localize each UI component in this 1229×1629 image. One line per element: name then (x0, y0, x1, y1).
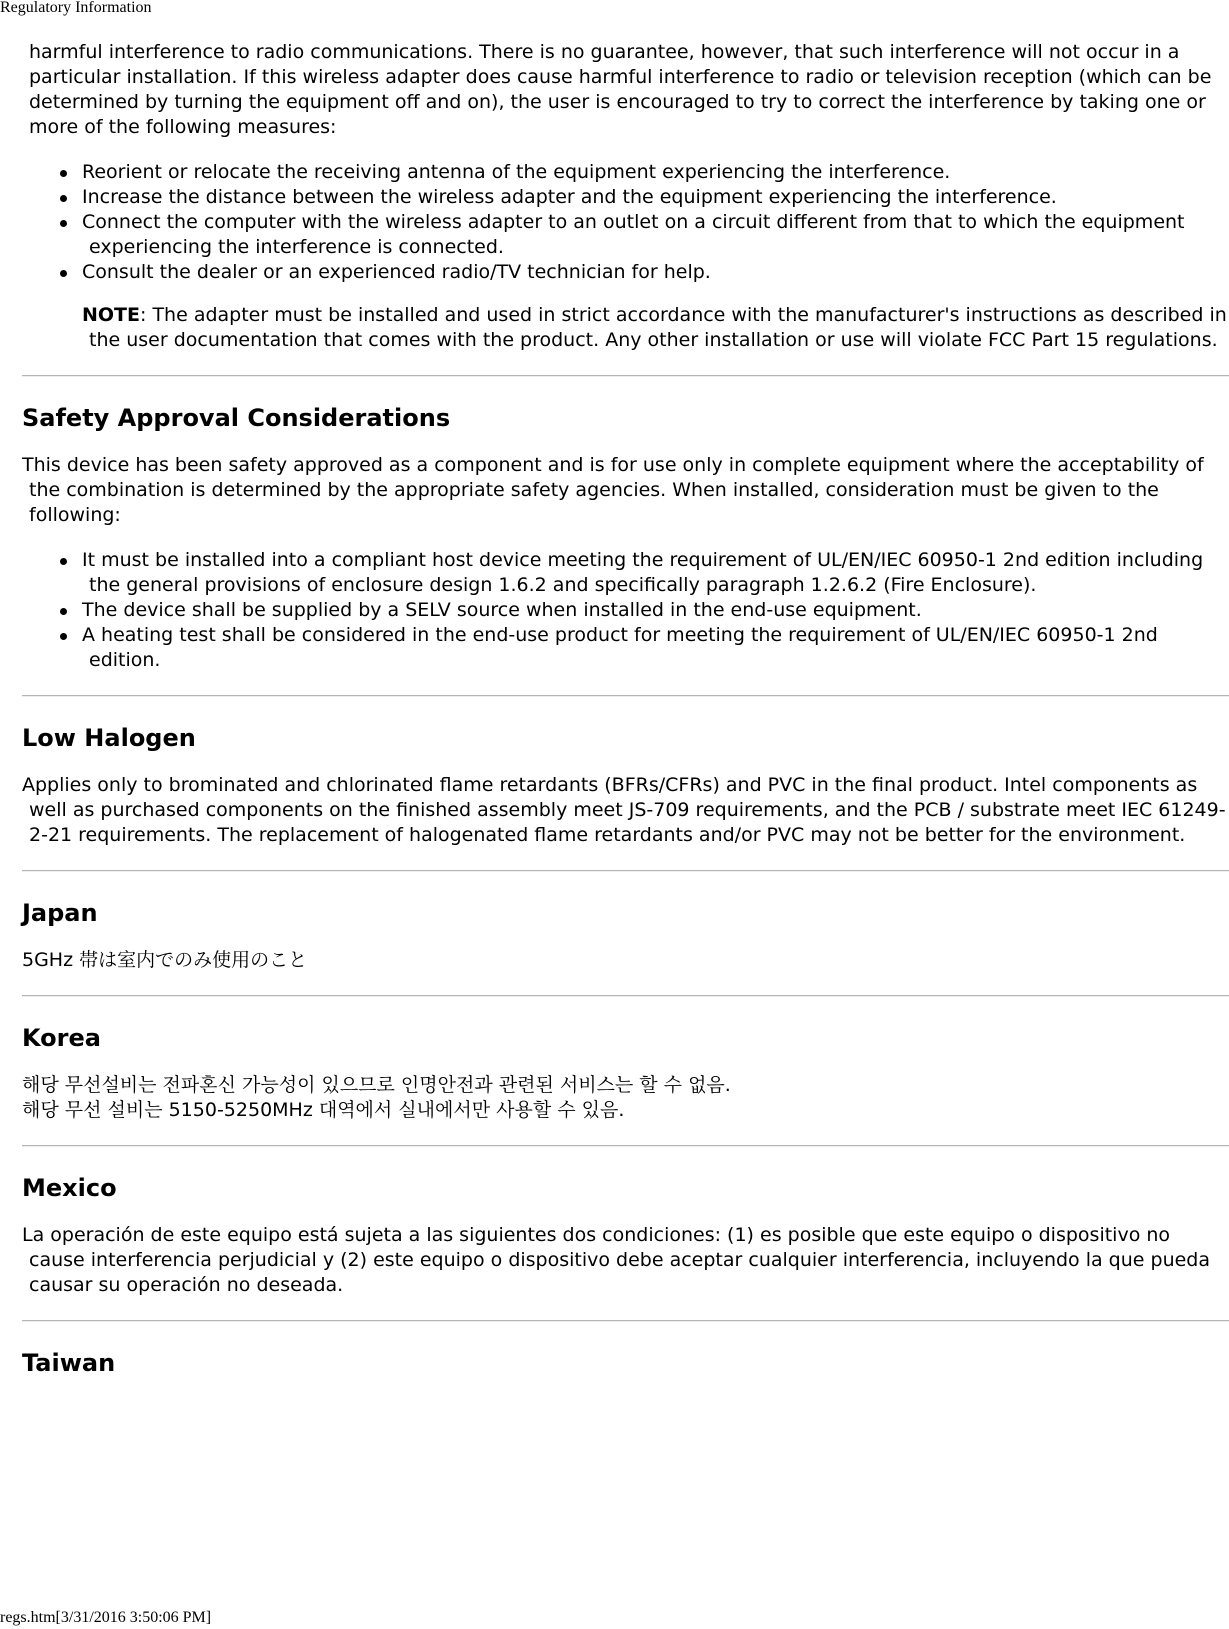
safety-requirements-list (22, 548, 1229, 673)
safety-intro-paragraph: This device has been safety approved as a component and is for use only in complete equipment where the acceptability of the combination is determined by the appropriate safety agencies. When installed, consideration must be given to the following: (22, 454, 1204, 526)
print-header: Regulatory Information (0, 0, 152, 16)
list-item: Reorient or relocate the receiving antenna of the equipment experiencing the interference. (82, 160, 1229, 185)
korea-line-2: 해당 무선 설비는 5150-5250MHz 대역에서 실내에서만 사용할 수 있음. (22, 1099, 625, 1121)
section-title-taiwan: Taiwan (22, 1349, 116, 1377)
low-halogen-paragraph: Applies only to brominated and chlorinated flame retardants (BFRs/CFRs) and PVC in the final product. Intel components as well as purchased components on the finished assembly meet JS-709 requirements, and the PCB / substrate meet IEC 61249-2-21 requirements. The replacement of halogenated flame retardants and/or PVC may not be better for the environment. (22, 774, 1226, 846)
list-item: The device shall be supplied by a SELV source when installed in the end-use equipment. (82, 598, 1229, 623)
note-text: : The adapter must be installed and used in strict accordance with the manufacturer's instructions as described in the user documentation that comes with the product. Any other installation or use will violate FCC Part 15 regulations. (89, 304, 1227, 351)
japan-paragraph: 5GHz 帯は室内でのみ使用のこと (22, 949, 308, 971)
fcc-intro-paragraph: harmful interference to radio communications. There is no guarantee, however, that such interference will not occur in a particular installation. If this wireless adapter does cause harmful interference to radio or television reception (which can be determined by turning the equipment off and on), the user is encouraged to try to correct the interference by taking one or more of the following measures: (29, 41, 1212, 138)
section-title-japan: Japan (22, 899, 98, 927)
document-content (22, 40, 1229, 1378)
list-item: It must be installed into a compliant host device meeting the requirement of UL/EN/IEC 60950-1 2nd edition including the general provisions of enclosure design 1.6.2 and specifically paragraph 1.2.6.2 (Fire Enclosure). (82, 548, 1229, 598)
list-item: Increase the distance between the wireless adapter and the equipment experiencing the interference. (82, 185, 1229, 210)
section-divider (22, 870, 1229, 872)
section-divider (22, 995, 1229, 997)
mexico-paragraph: La operación de este equipo está sujeta a las siguientes dos condiciones: (1) es posible que este equipo o dispositivo no cause interferencia perjudicial y (2) este equipo o dispositivo debe aceptar cualquier interferencia, incluyendo la que pueda causar su operación no deseada. (22, 1224, 1211, 1296)
section-title-safety: Safety Approval Considerations (22, 404, 451, 432)
section-divider (22, 1145, 1229, 1147)
list-item: Consult the dealer or an experienced radio/TV technician for help. (82, 260, 1229, 285)
section-divider (22, 695, 1229, 697)
section-divider (22, 375, 1229, 377)
korea-paragraph (22, 1073, 1229, 1123)
section-title-low-halogen: Low Halogen (22, 724, 196, 752)
korea-line-1: 해당 무선설비는 전파혼신 가능성이 있으므로 인명안전과 관련된 서비스는 할 수 없음. (22, 1074, 731, 1096)
list-item: Connect the computer with the wireless adapter to an outlet on a circuit different from that to which the equipment experiencing the interference is connected. (82, 210, 1229, 260)
fcc-measures-list (22, 160, 1229, 285)
section-divider (22, 1320, 1229, 1322)
note-label: NOTE (82, 304, 140, 326)
print-footer: regs.htm[3/31/2016 3:50:06 PM] (0, 1609, 212, 1626)
list-item: A heating test shall be considered in the end-use product for meeting the requirement of UL/EN/IEC 60950-1 2nd edition. (82, 623, 1229, 673)
section-title-mexico: Mexico (22, 1174, 117, 1202)
section-title-korea: Korea (22, 1024, 101, 1052)
fcc-note (22, 303, 1229, 353)
